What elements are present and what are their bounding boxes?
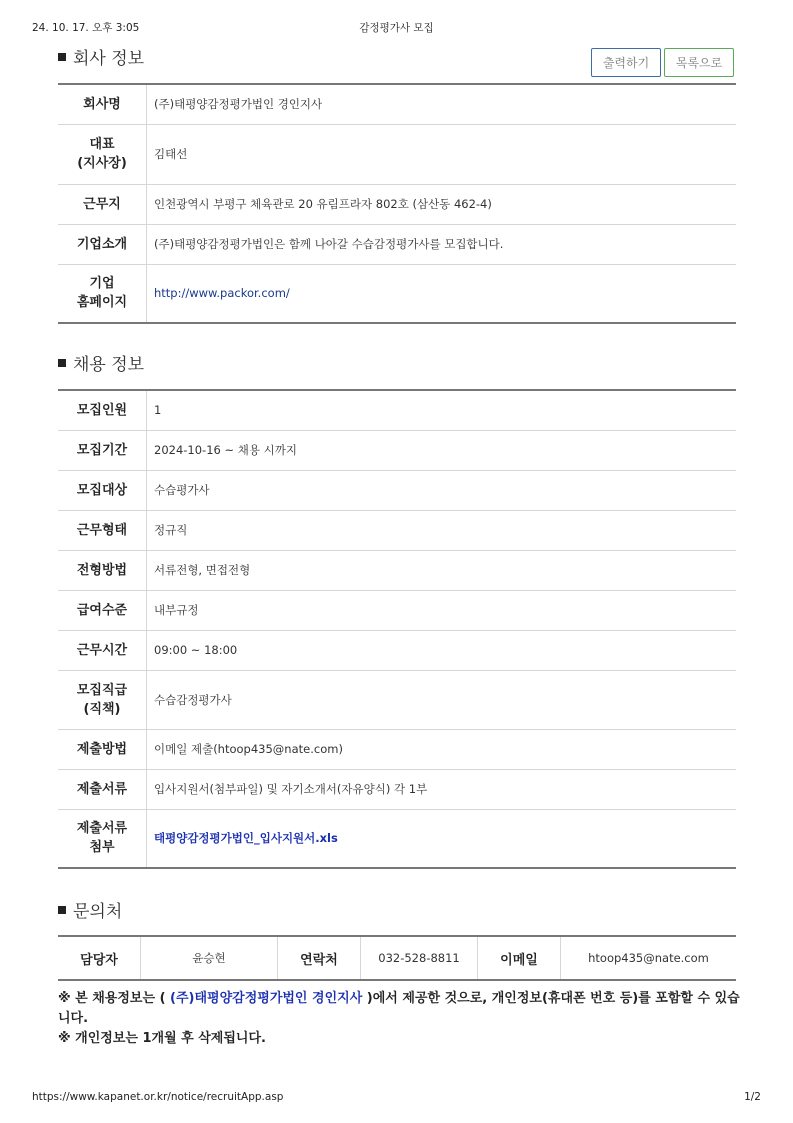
print-page-title: 감정평가사 모집 (359, 22, 434, 34)
table-row (58, 390, 736, 430)
value-salary: 내부규정 (147, 590, 737, 630)
table-row (58, 550, 736, 590)
section-title-contact: 문의처 (58, 900, 122, 924)
value-submit-documents: 입사지원서(첨부파일) 및 자기소개서(자유양식) 각 1부 (147, 769, 737, 809)
label-attachment: 제출서류 첨부 (58, 809, 147, 868)
label-work-hours: 근무시간 (58, 630, 147, 670)
value-position: 수습감정평가사 (147, 670, 737, 729)
value-company-name: (주)태평양감정평가법인 경인지사 (147, 84, 737, 124)
table-row (58, 670, 736, 729)
value-headcount: 1 (147, 390, 737, 430)
label-submit-method: 제출방법 (58, 729, 147, 769)
notice-company-name: (주)태평양감정평가법인 경인지사 (170, 991, 363, 1006)
label-period: 모집기간 (58, 430, 147, 470)
notice-line-1: ※ 본 채용정보는 ( (주)태평양감정평가법인 경인지사 )에서 제공한 것으로, 개인정보(휴대폰 번호 등)를 포함할 수 있습니다. (58, 991, 740, 1026)
label-selection-method: 전형방법 (58, 550, 147, 590)
print-button[interactable]: 출력하기 (591, 48, 661, 77)
bullet-square-icon (58, 53, 66, 61)
table-row (58, 809, 736, 868)
table-row (58, 264, 736, 323)
value-work-hours: 09:00 ~ 18:00 (147, 630, 737, 670)
label-email: 이메일 (478, 936, 561, 980)
privacy-notice (58, 989, 748, 1049)
company-info-table (58, 83, 736, 324)
table-row (58, 729, 736, 769)
label-salary: 급여수준 (58, 590, 147, 630)
label-submit-documents: 제출서류 (58, 769, 147, 809)
value-representative: 김태선 (147, 124, 737, 184)
recruit-info-table (58, 389, 736, 869)
bullet-square-icon (58, 906, 66, 914)
value-contact-person: 윤승현 (141, 936, 278, 980)
label-workplace: 근무지 (58, 184, 147, 224)
table-row (58, 590, 736, 630)
value-target: 수습평가사 (147, 470, 737, 510)
label-phone: 연락처 (278, 936, 361, 980)
section-title-recruit: 채용 정보 (58, 353, 144, 377)
table-row (58, 124, 736, 184)
contact-table (58, 935, 736, 981)
table-row (58, 630, 736, 670)
table-row (58, 184, 736, 224)
table-row (58, 470, 736, 510)
table-row (58, 430, 736, 470)
value-email: htoop435@nate.com (588, 951, 709, 965)
label-company-name: 회사명 (58, 84, 147, 124)
homepage-link[interactable]: http://www.packor.com/ (154, 286, 290, 301)
print-url: https://www.kapanet.or.kr/notice/recruitApp.asp (32, 1091, 284, 1103)
label-homepage: 기업 홈페이지 (58, 264, 147, 323)
table-row (58, 84, 736, 124)
table-row (58, 769, 736, 809)
value-workplace: 인천광역시 부평구 체육관로 20 유림프라자 802호 (삼산동 462-4) (147, 184, 737, 224)
label-headcount: 모집인원 (58, 390, 147, 430)
page-number: 1/2 (744, 1091, 761, 1103)
value-employment-type: 정규직 (147, 510, 737, 550)
print-footer (32, 1091, 761, 1107)
table-row (58, 224, 736, 264)
label-target: 모집대상 (58, 470, 147, 510)
value-selection-method: 서류전형, 면접전형 (147, 550, 737, 590)
table-row (58, 936, 736, 980)
value-company-intro: (주)태평양감정평가법인은 함께 나아갈 수습감정평가사를 모집합니다. (147, 224, 737, 264)
label-position: 모집직급 (직책) (58, 670, 147, 729)
label-employment-type: 근무형태 (58, 510, 147, 550)
label-representative: 대표 (지사장) (58, 124, 147, 184)
label-contact-person: 담당자 (58, 936, 141, 980)
value-phone: 032-528-8811 (361, 936, 478, 980)
section-title-company: 회사 정보 (58, 47, 144, 71)
notice-line-2: ※ 개인정보는 1개월 후 삭제됩니다. (58, 1031, 266, 1046)
attachment-download-link[interactable]: 태평양감정평가법인_입사지원서.xls (154, 831, 338, 846)
print-date: 24. 10. 17. 오후 3:05 (32, 22, 140, 34)
table-row (58, 510, 736, 550)
print-header (32, 20, 761, 36)
label-company-intro: 기업소개 (58, 224, 147, 264)
bullet-square-icon (58, 359, 66, 367)
value-submit-method: 이메일 제출(htoop435@nate.com) (147, 729, 737, 769)
list-button[interactable]: 목록으로 (664, 48, 734, 77)
value-period: 2024-10-16 ~ 채용 시까지 (147, 430, 737, 470)
